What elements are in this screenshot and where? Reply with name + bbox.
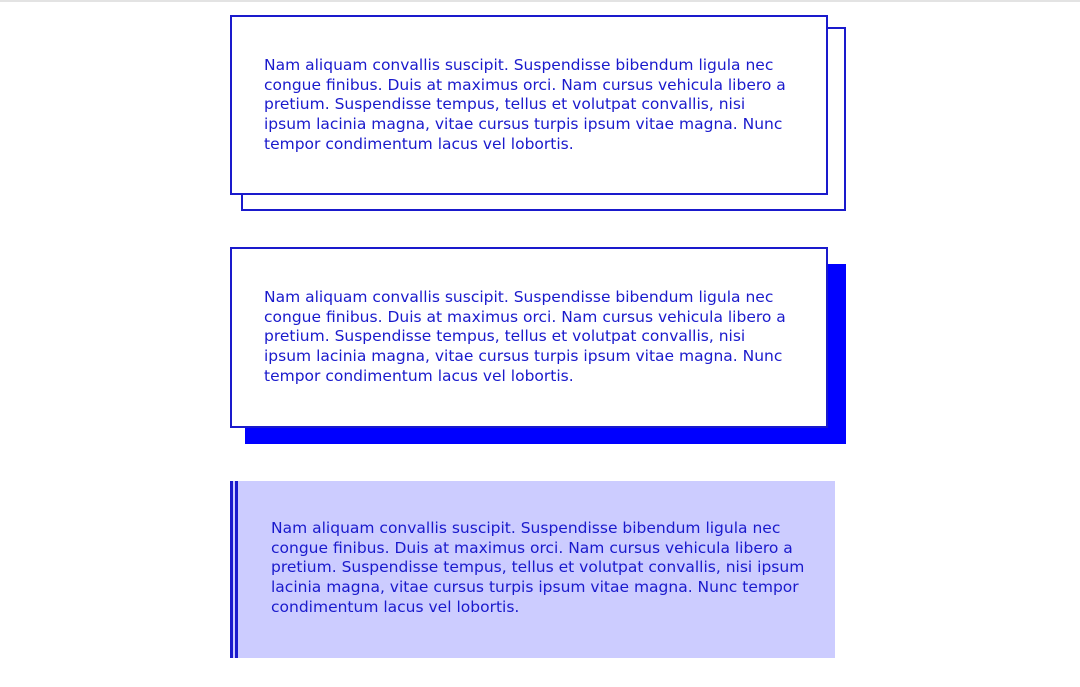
card-text: Nam aliquam convallis suscipit. Suspendisse bibendum ligula nec congue finibus. Duis at maximus orci. Nam cursus vehicula libero a pretium. Suspendisse tempus, tellus et volutpat convallis, nisi ipsum lacinia magna, vitae cursus turpis ipsum vitae magna. Nunc tempor condimentum lacus vel lobortis.	[264, 56, 786, 153]
card-tinted	[230, 481, 835, 658]
card-outline	[230, 15, 828, 195]
card-shadowed	[230, 247, 828, 428]
card-text: Nam aliquam convallis suscipit. Suspendisse bibendum ligula nec congue finibus. Duis at maximus orci. Nam cursus vehicula libero a pretium. Suspendisse tempus, tellus et volutpat convallis, nisi ipsum lacinia magna, vitae cursus turpis ipsum vitae magna. Nunc tempor condimentum lacus vel lobortis.	[264, 288, 786, 385]
card-text: Nam aliquam convallis suscipit. Suspendisse bibendum ligula nec congue finibus. Duis at maximus orci. Nam cursus vehicula libero a pretium. Suspendisse tempus, tellus et volutpat convallis, nisi ipsum lacinia magna, vitae cursus turpis ipsum vitae magna. Nunc tempor condimentum lacus vel lobortis.	[271, 519, 805, 616]
